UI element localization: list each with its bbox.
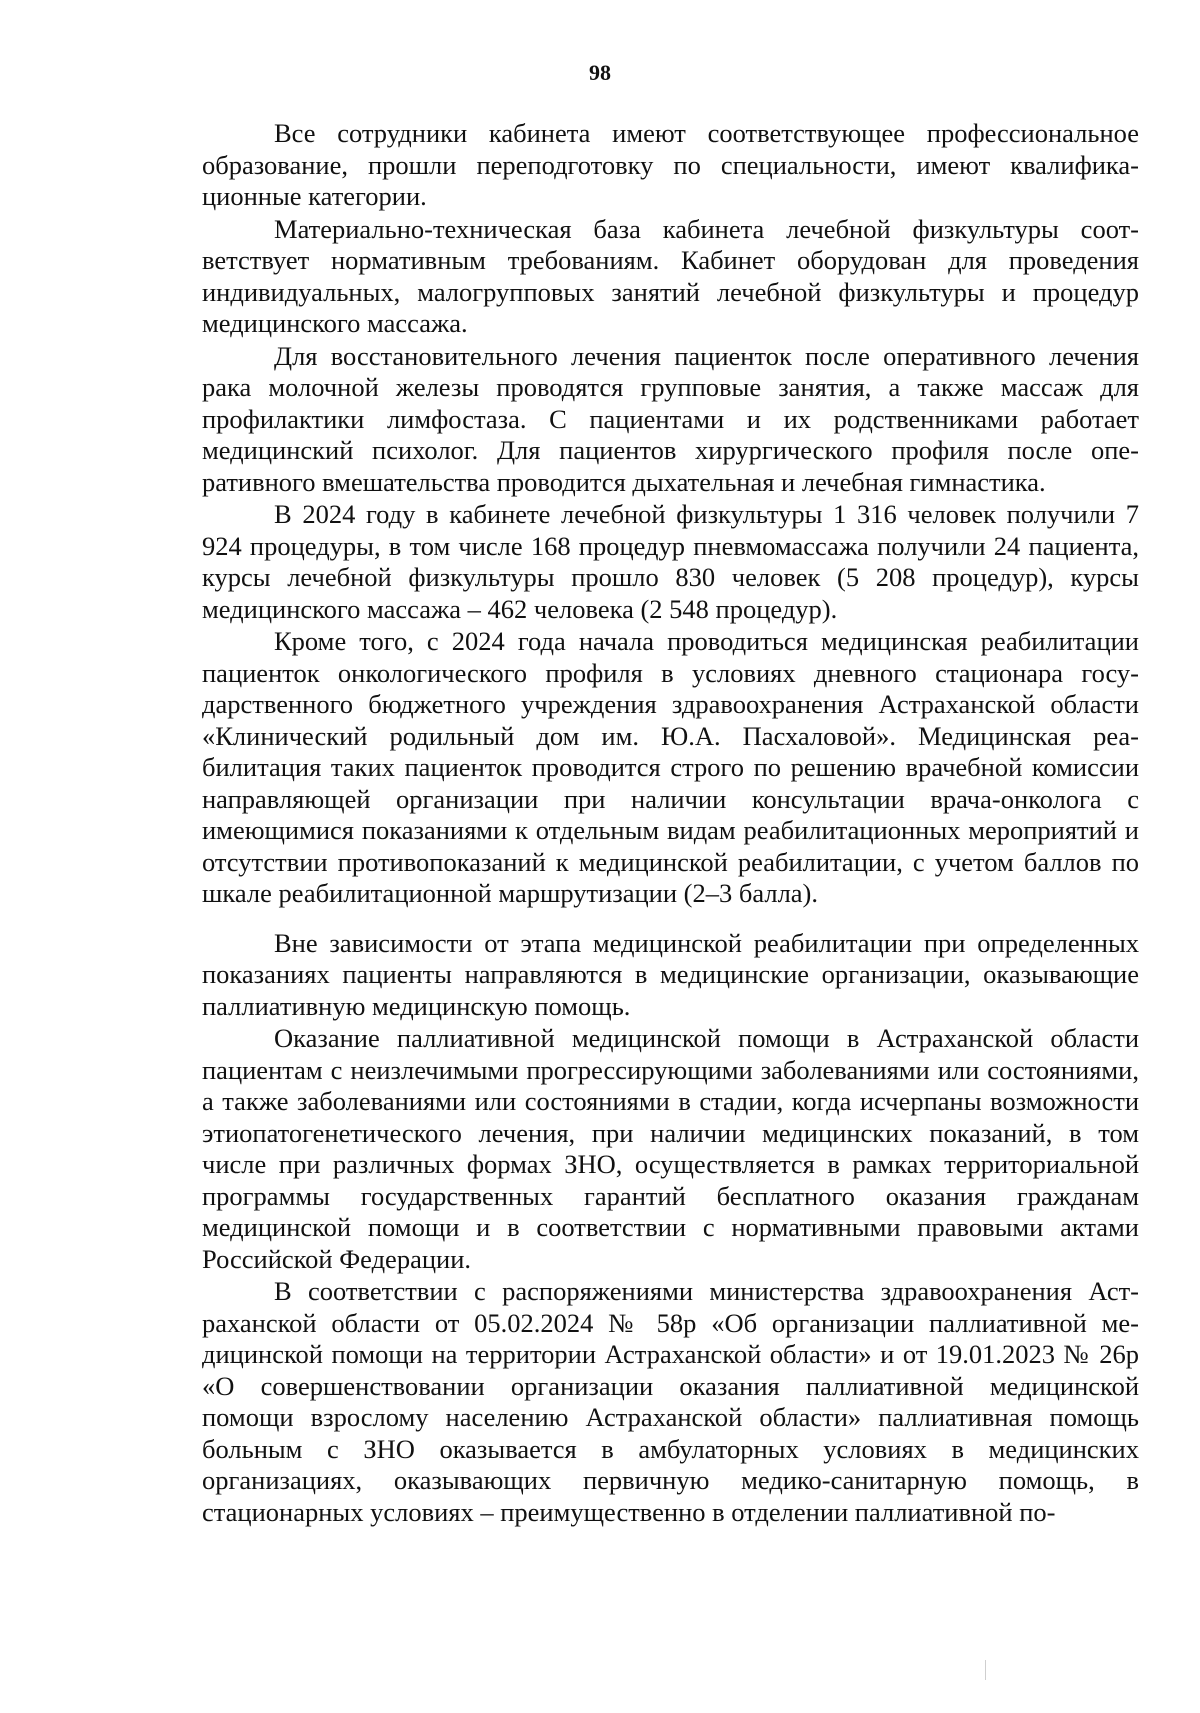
paragraph-equipment: Материально-техническая база кабинета лечебной физкультуры соответствует нормативным требованиям. Кабинет оборудован для проведения индивидуальных, малогрупповых занятий лечебной физкультуры и процедур медицинского массажа.: [202, 213, 1139, 338]
paragraph-palliative-care: Оказание паллиативной медицинской помощи в Астраханской области пациентам с неизлечимыми прогрессирующими заболеваниями или состояниями, а также заболеваниями или состояниями в стадии, когда исчерпаны возможности этиопатогенетического лечения, при наличии медицинских показаний, в том числе при различных формах ЗНО, осуществляется в рамках территориальной программы государственных гарантий бесплатного оказания гражданам медицинской помощи и в соответствии с нормативными правовыми актами Российской Федерации.: [202, 1023, 1139, 1274]
paragraph-palliative-referral: Вне зависимости от этапа медицинской реабилитации при определенных показаниях пациенты направляются в медицинские организации, оказывающие паллиативную медицинскую помощь.: [202, 927, 1139, 1021]
paragraph-breast-cancer-rehab: Для восстановительного лечения пациенток после оперативного лечения рака молочной железы проводятся групповые занятия, а также массаж для профилактики лимфостаза. С пациентами и их родственниками работает медицинский психолог. Для пациентов хирургического профиля после оперативного вмешательства проводится дыхательная и лечебная гимнастика.: [202, 340, 1139, 497]
scan-artifact-mark: [985, 1660, 986, 1680]
paragraph-2024-statistics: В 2024 году в кабинете лечебной физкультуры 1 316 человек получили 7 924 процедуры, в том числе 168 процедур пневмомассажа получили 24 пациента, курсы лечебной физкультуры прошло 830 человек (5 208 процедур), курсы медицинского массажа – 462 человека (2 548 процедур).: [202, 499, 1139, 624]
paragraph-staff-qualification: Все сотрудники кабинета имеют соответствующее профессиональное образование, прошли переподготовку по специальности, имеют квалификационные категории.: [202, 118, 1139, 211]
paragraph-ministry-orders: В соответствии с распоряжениями министерства здравоохранения Астраханской области от 05.02.2024 № 58р «Об организации паллиативной медицинской помощи на территории Астраханской области» и от 19.01.2023 № 26р «О совершенствовании организации оказания паллиативной медицинской помощи взрослому населению Астраханской области» паллиативная помощь больным с ЗНО оказывается в амбулаторных условиях в медицинских организациях, оказывающих первичную медико-санитарную помощь, в стационарных условиях – преимущественно в отделении паллиативной по-: [202, 1276, 1139, 1527]
page-number: 98: [589, 60, 611, 85]
document-body: [202, 118, 1139, 1528]
paragraph-day-hospital-rehab: Кроме того, с 2024 года начала проводиться медицинская реабилитации пациенток онкологического профиля в условиях дневного стационара государственного бюджетного учреждения здравоохранения Астраханской области «Клинический родильный дом им. Ю.А. Пасхаловой». Медицинская реабилитация таких пациенток проводится строго по решению врачебной комиссии направляющей организации при наличии консультации врача-онколога с имеющимися показаниями к отдельным видам реабилитационных мероприятий и отсутствии противопоказаний к медицинской реабилитации, с учетом баллов по шкале реабилитационной маршрутизации (2–3 балла).: [202, 626, 1139, 908]
